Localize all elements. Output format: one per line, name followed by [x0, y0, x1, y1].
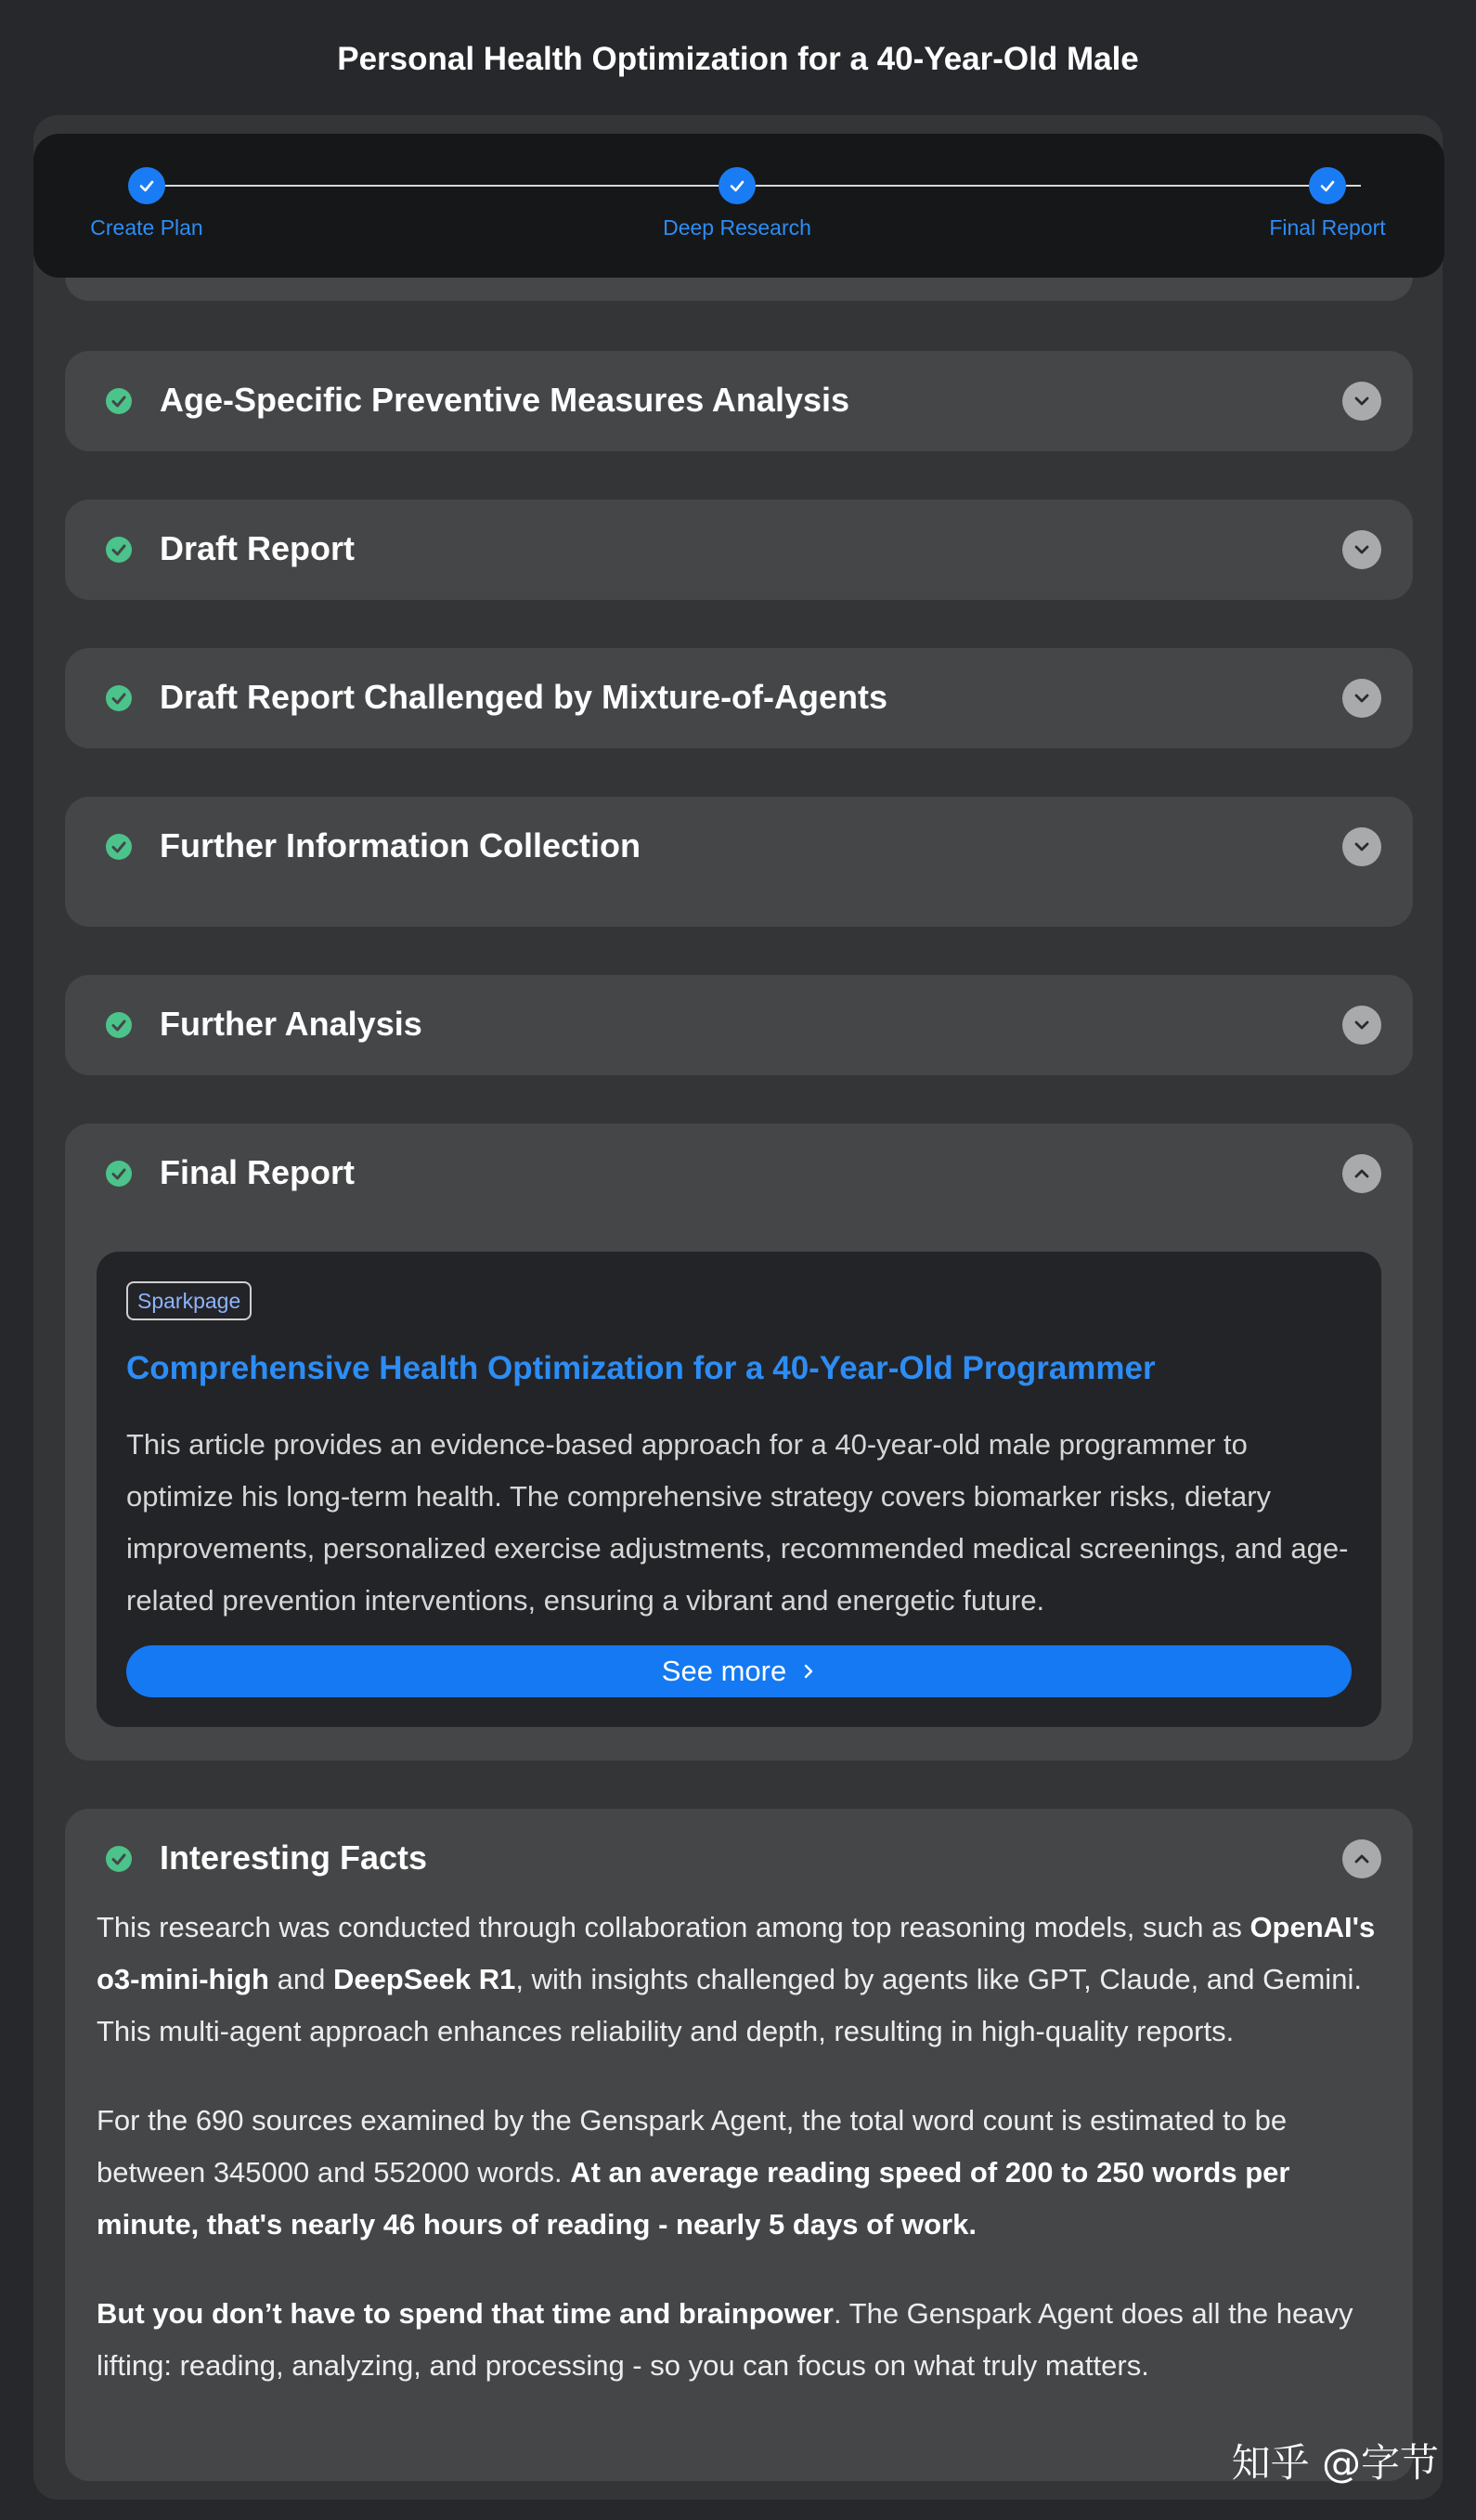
- check-circle-icon: [106, 685, 132, 711]
- chevron-right-icon: [801, 1662, 816, 1681]
- step-label: Create Plan: [90, 215, 203, 240]
- section-header[interactable]: [65, 1124, 1413, 1224]
- chevron-down-icon[interactable]: [1342, 530, 1381, 569]
- facts-paragraph-2: For the 690 sources examined by the Genspark Agent, the total word count is estimated to be between 345000 and 552000 words. At an average reading speed of 200 to 250 words per minute, that's nearly 46 hours of reading - nearly 5 days of work.: [97, 2104, 1290, 2241]
- report-title-link[interactable]: Comprehensive Health Optimization for a 40-Year-Old Programmer: [126, 1350, 1156, 1386]
- section-title: Further Analysis: [160, 1005, 422, 1043]
- chevron-down-icon[interactable]: [1342, 1006, 1381, 1045]
- section-title: Further Information Collection: [160, 826, 641, 864]
- report-preview-card[interactable]: [97, 1252, 1381, 1727]
- section-draft-report[interactable]: [65, 500, 1413, 600]
- step-label: Deep Research: [663, 215, 811, 240]
- chevron-down-icon[interactable]: [1342, 827, 1381, 866]
- check-circle-icon: [106, 1012, 132, 1038]
- facts-paragraph-1: This research was conducted through collaboration among top reasoning models, such as OpenAI's o3-mini-high and DeepSeek R1, with insights challenged by agents like GPT, Claude, and Gemini. This multi-agent approach enhances reliability and depth, resulting in high-quality reports.: [97, 1911, 1376, 2047]
- report-summary: This article provides an evidence-based approach for a 40-year-old male programmer to optimize his long-term health. The comprehensive strategy covers biomarker risks, dietary improvements, personalized exercise adjustments, recommended medical screenings, and age-related prevention interventions, ensuring a vibrant and energetic future.: [126, 1428, 1349, 1617]
- see-more-label: See more: [661, 1655, 787, 1687]
- progress-stepper: [33, 134, 1444, 278]
- section-header[interactable]: [65, 648, 1413, 748]
- step-label: Final Report: [1269, 215, 1386, 240]
- check-circle-icon: [106, 537, 132, 563]
- section-interesting-facts: [65, 1809, 1413, 2481]
- section-further-information-collection[interactable]: [65, 797, 1413, 927]
- section-header[interactable]: [65, 975, 1413, 1075]
- page-title: Personal Health Optimization for a 40-Year-Old Male: [337, 41, 1139, 77]
- section-title: Draft Report Challenged by Mixture-of-Agents: [160, 678, 888, 716]
- section-draft-report-challenged[interactable]: [65, 648, 1413, 748]
- section-title: Age-Specific Preventive Measures Analysis: [160, 381, 850, 419]
- section-header[interactable]: [65, 351, 1413, 451]
- section-title: Interesting Facts: [160, 1838, 428, 1877]
- section-title: Draft Report: [160, 529, 356, 567]
- checkmark-icon: [128, 167, 165, 204]
- checkmark-icon: [719, 167, 756, 204]
- section-header[interactable]: [65, 1809, 1413, 1909]
- chevron-down-icon[interactable]: [1342, 382, 1381, 421]
- section-age-specific-preventive-measures[interactable]: [65, 351, 1413, 451]
- facts-body: [97, 1902, 1381, 2429]
- check-circle-icon: [106, 834, 132, 860]
- watermark: 知乎 @字节: [1231, 2440, 1439, 2486]
- chevron-up-icon[interactable]: [1342, 1839, 1381, 1878]
- facts-paragraph-3: But you don’t have to spend that time and brainpower. The Genspark Agent does all the heavy lifting: reading, analyzing, and processing - so you can focus on what truly matters.: [97, 2297, 1353, 2382]
- section-further-analysis[interactable]: [65, 975, 1413, 1075]
- chevron-down-icon[interactable]: [1342, 679, 1381, 718]
- see-more-button[interactable]: [126, 1645, 1352, 1697]
- check-circle-icon: [106, 1846, 132, 1872]
- check-circle-icon: [106, 388, 132, 414]
- section-header[interactable]: [65, 500, 1413, 600]
- section-title: Final Report: [160, 1153, 356, 1191]
- section-final-report: [65, 1124, 1413, 1760]
- check-circle-icon: [106, 1161, 132, 1187]
- section-header[interactable]: [65, 797, 1413, 897]
- chevron-up-icon[interactable]: [1342, 1154, 1381, 1193]
- sparkpage-tag: Sparkpage: [126, 1281, 252, 1320]
- checkmark-icon: [1309, 167, 1346, 204]
